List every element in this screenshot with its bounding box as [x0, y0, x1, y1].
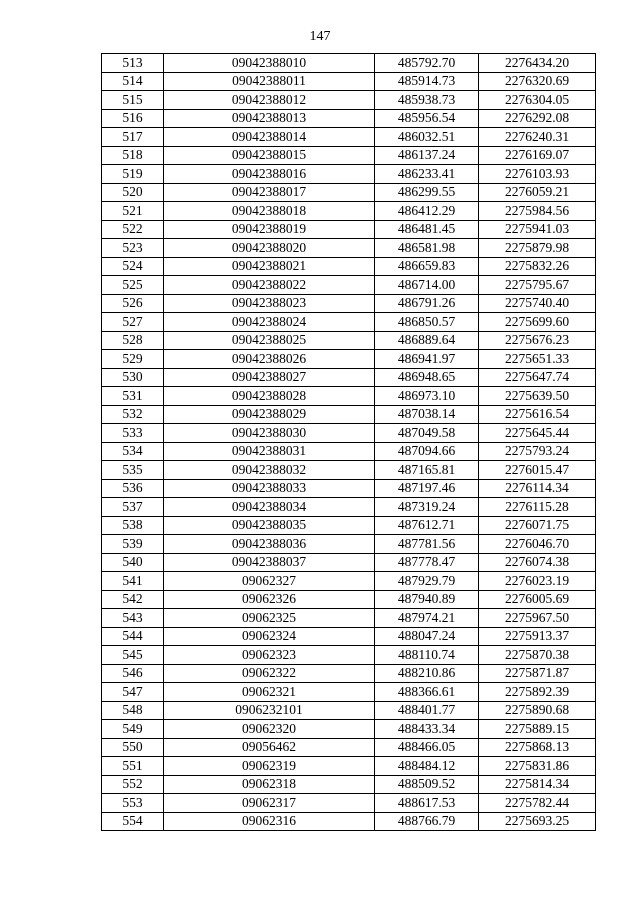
point-id-cell: 09042388027: [164, 368, 375, 387]
table-row: [102, 165, 596, 184]
table-row: [102, 109, 596, 128]
point-id-cell: 09042388022: [164, 276, 375, 295]
point-id-cell: 09062327: [164, 572, 375, 591]
x-coordinate-cell: 486481.45: [375, 220, 479, 239]
row-number-cell: 518: [102, 146, 164, 165]
y-coordinate-cell: 2275890.68: [479, 701, 596, 720]
point-id-cell: 09042388010: [164, 54, 375, 73]
y-coordinate-cell: 2276005.69: [479, 590, 596, 609]
y-coordinate-cell: 2276169.07: [479, 146, 596, 165]
table-row: [102, 701, 596, 720]
table-row: [102, 54, 596, 73]
y-coordinate-cell: 2275651.33: [479, 350, 596, 369]
row-number-cell: 516: [102, 109, 164, 128]
point-id-cell: 09042388017: [164, 183, 375, 202]
y-coordinate-cell: 2276292.08: [479, 109, 596, 128]
y-coordinate-cell: 2276046.70: [479, 535, 596, 554]
x-coordinate-cell: 486714.00: [375, 276, 479, 295]
row-number-cell: 526: [102, 294, 164, 313]
table-row: [102, 683, 596, 702]
x-coordinate-cell: 488433.34: [375, 720, 479, 739]
y-coordinate-cell: 2275941.03: [479, 220, 596, 239]
row-number-cell: 532: [102, 405, 164, 424]
x-coordinate-cell: 485792.70: [375, 54, 479, 73]
x-coordinate-cell: 486973.10: [375, 387, 479, 406]
x-coordinate-cell: 487781.56: [375, 535, 479, 554]
y-coordinate-cell: 2275889.15: [479, 720, 596, 739]
point-id-cell: 09062317: [164, 794, 375, 813]
x-coordinate-cell: 487197.46: [375, 479, 479, 498]
table-row: [102, 276, 596, 295]
table-row: [102, 535, 596, 554]
x-coordinate-cell: 488617.53: [375, 794, 479, 813]
table-row: [102, 239, 596, 258]
point-id-cell: 09062319: [164, 757, 375, 776]
row-number-cell: 540: [102, 553, 164, 572]
point-id-cell: 09042388035: [164, 516, 375, 535]
y-coordinate-cell: 2276434.20: [479, 54, 596, 73]
row-number-cell: 533: [102, 424, 164, 443]
row-number-cell: 548: [102, 701, 164, 720]
table-row: [102, 479, 596, 498]
table-row: [102, 646, 596, 665]
row-number-cell: 546: [102, 664, 164, 683]
table-row: [102, 146, 596, 165]
y-coordinate-cell: 2276114.34: [479, 479, 596, 498]
x-coordinate-cell: 488210.86: [375, 664, 479, 683]
row-number-cell: 537: [102, 498, 164, 517]
x-coordinate-cell: 485956.54: [375, 109, 479, 128]
y-coordinate-cell: 2276023.19: [479, 572, 596, 591]
y-coordinate-cell: 2276059.21: [479, 183, 596, 202]
table-row: [102, 91, 596, 110]
x-coordinate-cell: 488509.52: [375, 775, 479, 794]
y-coordinate-cell: 2275676.23: [479, 331, 596, 350]
point-id-cell: 09042388028: [164, 387, 375, 406]
point-id-cell: 09042388025: [164, 331, 375, 350]
table-row: [102, 738, 596, 757]
row-number-cell: 543: [102, 609, 164, 628]
table-row: [102, 775, 596, 794]
table-row: [102, 609, 596, 628]
row-number-cell: 528: [102, 331, 164, 350]
table-row: [102, 424, 596, 443]
y-coordinate-cell: 2275967.50: [479, 609, 596, 628]
row-number-cell: 523: [102, 239, 164, 258]
table-row: [102, 757, 596, 776]
x-coordinate-cell: 486850.57: [375, 313, 479, 332]
x-coordinate-cell: 488110.74: [375, 646, 479, 665]
row-number-cell: 554: [102, 812, 164, 831]
y-coordinate-cell: 2276071.75: [479, 516, 596, 535]
x-coordinate-cell: 488047.24: [375, 627, 479, 646]
point-id-cell: 09062321: [164, 683, 375, 702]
table-row: [102, 128, 596, 147]
table-row: [102, 183, 596, 202]
table-row: [102, 720, 596, 739]
y-coordinate-cell: 2276115.28: [479, 498, 596, 517]
row-number-cell: 530: [102, 368, 164, 387]
table-row: [102, 664, 596, 683]
row-number-cell: 551: [102, 757, 164, 776]
y-coordinate-cell: 2276015.47: [479, 461, 596, 480]
y-coordinate-cell: 2276074.38: [479, 553, 596, 572]
row-number-cell: 524: [102, 257, 164, 276]
y-coordinate-cell: 2275699.60: [479, 313, 596, 332]
table-row: [102, 442, 596, 461]
x-coordinate-cell: 488466.05: [375, 738, 479, 757]
x-coordinate-cell: 487038.14: [375, 405, 479, 424]
point-id-cell: 09042388030: [164, 424, 375, 443]
y-coordinate-cell: 2275879.98: [479, 239, 596, 258]
point-id-cell: 09042388037: [164, 553, 375, 572]
y-coordinate-cell: 2275871.87: [479, 664, 596, 683]
x-coordinate-cell: 487940.89: [375, 590, 479, 609]
point-id-cell: 09042388019: [164, 220, 375, 239]
row-number-cell: 525: [102, 276, 164, 295]
table-row: [102, 257, 596, 276]
point-id-cell: 09042388016: [164, 165, 375, 184]
page-number: 147: [309, 29, 331, 44]
y-coordinate-cell: 2275647.74: [479, 368, 596, 387]
row-number-cell: 552: [102, 775, 164, 794]
point-id-cell: 09042388020: [164, 239, 375, 258]
row-number-cell: 515: [102, 91, 164, 110]
coordinates-table: [101, 53, 596, 831]
y-coordinate-cell: 2275616.54: [479, 405, 596, 424]
y-coordinate-cell: 2275693.25: [479, 812, 596, 831]
point-id-cell: 09062326: [164, 590, 375, 609]
table-body: [102, 54, 596, 831]
point-id-cell: 09042388026: [164, 350, 375, 369]
point-id-cell: 09056462: [164, 738, 375, 757]
table-row: [102, 794, 596, 813]
x-coordinate-cell: 486233.41: [375, 165, 479, 184]
x-coordinate-cell: 488401.77: [375, 701, 479, 720]
y-coordinate-cell: 2275782.44: [479, 794, 596, 813]
table-row: [102, 202, 596, 221]
y-coordinate-cell: 2275984.56: [479, 202, 596, 221]
y-coordinate-cell: 2275832.26: [479, 257, 596, 276]
row-number-cell: 519: [102, 165, 164, 184]
point-id-cell: 09042388029: [164, 405, 375, 424]
row-number-cell: 550: [102, 738, 164, 757]
table-row: [102, 572, 596, 591]
row-number-cell: 541: [102, 572, 164, 591]
y-coordinate-cell: 2275740.40: [479, 294, 596, 313]
table-row: [102, 498, 596, 517]
table-row: [102, 220, 596, 239]
point-id-cell: 09042388012: [164, 91, 375, 110]
table-row: [102, 331, 596, 350]
x-coordinate-cell: 487165.81: [375, 461, 479, 480]
point-id-cell: 09062325: [164, 609, 375, 628]
table-row: [102, 350, 596, 369]
x-coordinate-cell: 485914.73: [375, 72, 479, 91]
point-id-cell: 09042388014: [164, 128, 375, 147]
x-coordinate-cell: 487319.24: [375, 498, 479, 517]
x-coordinate-cell: 487094.66: [375, 442, 479, 461]
table-row: [102, 294, 596, 313]
y-coordinate-cell: 2275831.86: [479, 757, 596, 776]
y-coordinate-cell: 2276320.69: [479, 72, 596, 91]
x-coordinate-cell: 487778.47: [375, 553, 479, 572]
x-coordinate-cell: 486948.65: [375, 368, 479, 387]
table-row: [102, 553, 596, 572]
point-id-cell: 09042388034: [164, 498, 375, 517]
y-coordinate-cell: 2275639.50: [479, 387, 596, 406]
point-id-cell: 09042388031: [164, 442, 375, 461]
x-coordinate-cell: 486889.64: [375, 331, 479, 350]
y-coordinate-cell: 2276304.05: [479, 91, 596, 110]
x-coordinate-cell: 486412.29: [375, 202, 479, 221]
table-row: [102, 405, 596, 424]
point-id-cell: 09062318: [164, 775, 375, 794]
row-number-cell: 553: [102, 794, 164, 813]
row-number-cell: 514: [102, 72, 164, 91]
y-coordinate-cell: 2276103.93: [479, 165, 596, 184]
table-row: [102, 387, 596, 406]
row-number-cell: 513: [102, 54, 164, 73]
table-row: [102, 516, 596, 535]
y-coordinate-cell: 2275870.38: [479, 646, 596, 665]
y-coordinate-cell: 2276240.31: [479, 128, 596, 147]
row-number-cell: 549: [102, 720, 164, 739]
point-id-cell: 09062322: [164, 664, 375, 683]
point-id-cell: 09042388033: [164, 479, 375, 498]
point-id-cell: 09062324: [164, 627, 375, 646]
row-number-cell: 544: [102, 627, 164, 646]
point-id-cell: 09042388036: [164, 535, 375, 554]
y-coordinate-cell: 2275868.13: [479, 738, 596, 757]
point-id-cell: 09062316: [164, 812, 375, 831]
y-coordinate-cell: 2275793.24: [479, 442, 596, 461]
point-id-cell: 09042388021: [164, 257, 375, 276]
y-coordinate-cell: 2275645.44: [479, 424, 596, 443]
row-number-cell: 545: [102, 646, 164, 665]
point-id-cell: 09042388018: [164, 202, 375, 221]
x-coordinate-cell: 486581.98: [375, 239, 479, 258]
y-coordinate-cell: 2275892.39: [479, 683, 596, 702]
y-coordinate-cell: 2275814.34: [479, 775, 596, 794]
table-row: [102, 72, 596, 91]
row-number-cell: 538: [102, 516, 164, 535]
x-coordinate-cell: 486137.24: [375, 146, 479, 165]
table-row: [102, 368, 596, 387]
x-coordinate-cell: 486032.51: [375, 128, 479, 147]
row-number-cell: 529: [102, 350, 164, 369]
table-row: [102, 812, 596, 831]
x-coordinate-cell: 486659.83: [375, 257, 479, 276]
row-number-cell: 539: [102, 535, 164, 554]
point-id-cell: 09042388011: [164, 72, 375, 91]
row-number-cell: 531: [102, 387, 164, 406]
y-coordinate-cell: 2275913.37: [479, 627, 596, 646]
x-coordinate-cell: 488484.12: [375, 757, 479, 776]
row-number-cell: 534: [102, 442, 164, 461]
point-id-cell: 09062323: [164, 646, 375, 665]
x-coordinate-cell: 487974.21: [375, 609, 479, 628]
table-row: [102, 313, 596, 332]
row-number-cell: 542: [102, 590, 164, 609]
row-number-cell: 517: [102, 128, 164, 147]
x-coordinate-cell: 487929.79: [375, 572, 479, 591]
point-id-cell: 09042388032: [164, 461, 375, 480]
row-number-cell: 521: [102, 202, 164, 221]
row-number-cell: 522: [102, 220, 164, 239]
x-coordinate-cell: 488766.79: [375, 812, 479, 831]
table-row: [102, 461, 596, 480]
point-id-cell: 09042388023: [164, 294, 375, 313]
x-coordinate-cell: 487612.71: [375, 516, 479, 535]
table-row: [102, 627, 596, 646]
row-number-cell: 527: [102, 313, 164, 332]
x-coordinate-cell: 485938.73: [375, 91, 479, 110]
point-id-cell: 09062320: [164, 720, 375, 739]
x-coordinate-cell: 486941.97: [375, 350, 479, 369]
x-coordinate-cell: 487049.58: [375, 424, 479, 443]
row-number-cell: 535: [102, 461, 164, 480]
row-number-cell: 547: [102, 683, 164, 702]
row-number-cell: 536: [102, 479, 164, 498]
x-coordinate-cell: 488366.61: [375, 683, 479, 702]
point-id-cell: 09042388013: [164, 109, 375, 128]
row-number-cell: 520: [102, 183, 164, 202]
table-row: [102, 590, 596, 609]
point-id-cell: 09042388024: [164, 313, 375, 332]
point-id-cell: 0906232101: [164, 701, 375, 720]
y-coordinate-cell: 2275795.67: [479, 276, 596, 295]
x-coordinate-cell: 486299.55: [375, 183, 479, 202]
point-id-cell: 09042388015: [164, 146, 375, 165]
x-coordinate-cell: 486791.26: [375, 294, 479, 313]
